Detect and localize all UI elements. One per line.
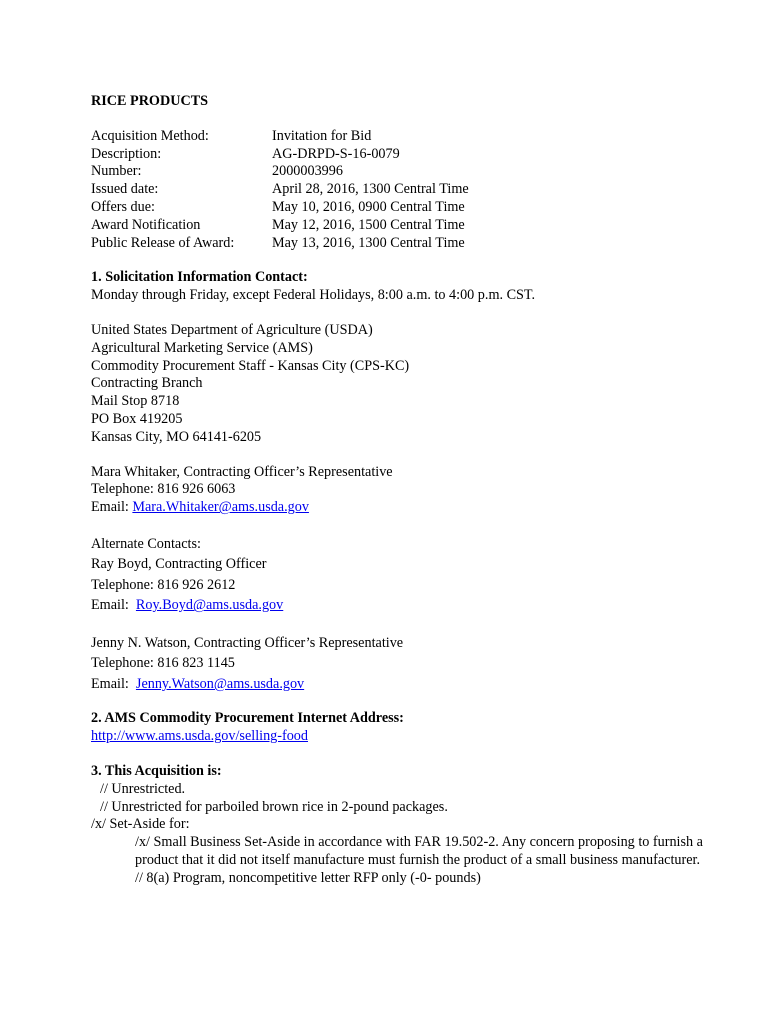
ams-internet-address-link[interactable]: http://www.ams.usda.gov/selling-food bbox=[91, 728, 308, 745]
document-page bbox=[91, 93, 711, 888]
option-unrestricted-parboiled: // Unrestricted for parboiled brown rice in 2-pound packages. bbox=[100, 798, 448, 815]
contact-phone: Telephone: 816 926 2612 bbox=[91, 576, 236, 593]
email-link-mara-whitaker[interactable]: Mara.Whitaker@ams.usda.gov bbox=[132, 499, 309, 516]
set-aside-8a-program: // 8(a) Program, noncompetitive letter RFP only (-0- pounds) bbox=[135, 869, 481, 886]
address-line: Kansas City, MO 64141-6205 bbox=[91, 428, 262, 445]
field-value: Invitation for Bid bbox=[272, 127, 372, 144]
contact-name: Mara Whitaker, Contracting Officer’s Representative bbox=[91, 463, 393, 480]
field-value: May 12, 2016, 1500 Central Time bbox=[272, 216, 465, 233]
address-line: United States Department of Agriculture (USDA) bbox=[91, 321, 373, 338]
contact-email-row bbox=[91, 499, 711, 517]
address-line: PO Box 419205 bbox=[91, 410, 183, 427]
section3-heading: 3. This Acquisition is: bbox=[91, 763, 222, 780]
option-unrestricted: // Unrestricted. bbox=[100, 780, 186, 797]
contact-phone: Telephone: 816 823 1145 bbox=[91, 655, 235, 672]
mailing-address bbox=[91, 322, 711, 447]
field-label: Issued date: bbox=[91, 181, 159, 198]
email-link-jenny-watson[interactable]: Jenny.Watson@ams.usda.gov bbox=[135, 675, 305, 692]
alternate-contacts bbox=[91, 534, 711, 616]
section1-heading: 1. Solicitation Information Contact: bbox=[91, 269, 308, 286]
set-aside-small-business: /x/ Small Business Set-Aside in accordance with FAR 19.502-2. Any concern proposing to furnish a product that it did not itself manufacture must furnish the product of a small business manufacturer. bbox=[135, 834, 703, 869]
contact-phone: Telephone: 816 926 6063 bbox=[91, 481, 236, 498]
field-label: Acquisition Method: bbox=[91, 127, 209, 144]
address-line: Agricultural Marketing Service (AMS) bbox=[91, 339, 313, 356]
section2-heading: 2. AMS Commodity Procurement Internet Address: bbox=[91, 710, 404, 727]
field-value: May 10, 2016, 0900 Central Time bbox=[272, 198, 465, 215]
address-line: Contracting Branch bbox=[91, 375, 203, 392]
field-label: Number: bbox=[91, 163, 142, 180]
field-value: May 13, 2016, 1300 Central Time bbox=[272, 234, 465, 251]
document-title: RICE PRODUCTS bbox=[91, 93, 209, 109]
email-label: Email: bbox=[91, 675, 136, 692]
field-label: Description: bbox=[91, 145, 162, 162]
field-value: 2000003996 bbox=[272, 163, 343, 180]
address-line: Mail Stop 8718 bbox=[91, 393, 180, 410]
acquisition-details bbox=[91, 128, 711, 253]
field-label: Award Notification bbox=[91, 216, 201, 233]
field-label: Offers due: bbox=[91, 198, 155, 215]
contact-email-row bbox=[91, 674, 711, 695]
contact-name: Jenny N. Watson, Contracting Officer’s Representative bbox=[91, 634, 404, 651]
email-link-ray-boyd[interactable]: Roy.Boyd@ams.usda.gov bbox=[135, 597, 284, 614]
contact-name: Ray Boyd, Contracting Officer bbox=[91, 556, 267, 573]
email-label: Email: bbox=[91, 597, 136, 614]
contact-hours: Monday through Friday, except Federal Holidays, 8:00 a.m. to 4:00 p.m. CST. bbox=[91, 287, 536, 304]
field-label: Public Release of Award: bbox=[91, 234, 235, 251]
address-line: Commodity Procurement Staff - Kansas City (CPS-KC) bbox=[91, 357, 410, 374]
option-set-aside: /x/ Set-Aside for: bbox=[91, 816, 190, 833]
alternate-contacts-label: Alternate Contacts: bbox=[91, 535, 201, 552]
email-label: Email: bbox=[91, 499, 133, 516]
contact-mara-whitaker bbox=[91, 464, 711, 517]
field-value: AG-DRPD-S-16-0079 bbox=[272, 145, 400, 162]
field-value: April 28, 2016, 1300 Central Time bbox=[272, 181, 469, 198]
contact-email-row bbox=[91, 595, 711, 616]
contact-jenny-watson bbox=[91, 633, 711, 695]
